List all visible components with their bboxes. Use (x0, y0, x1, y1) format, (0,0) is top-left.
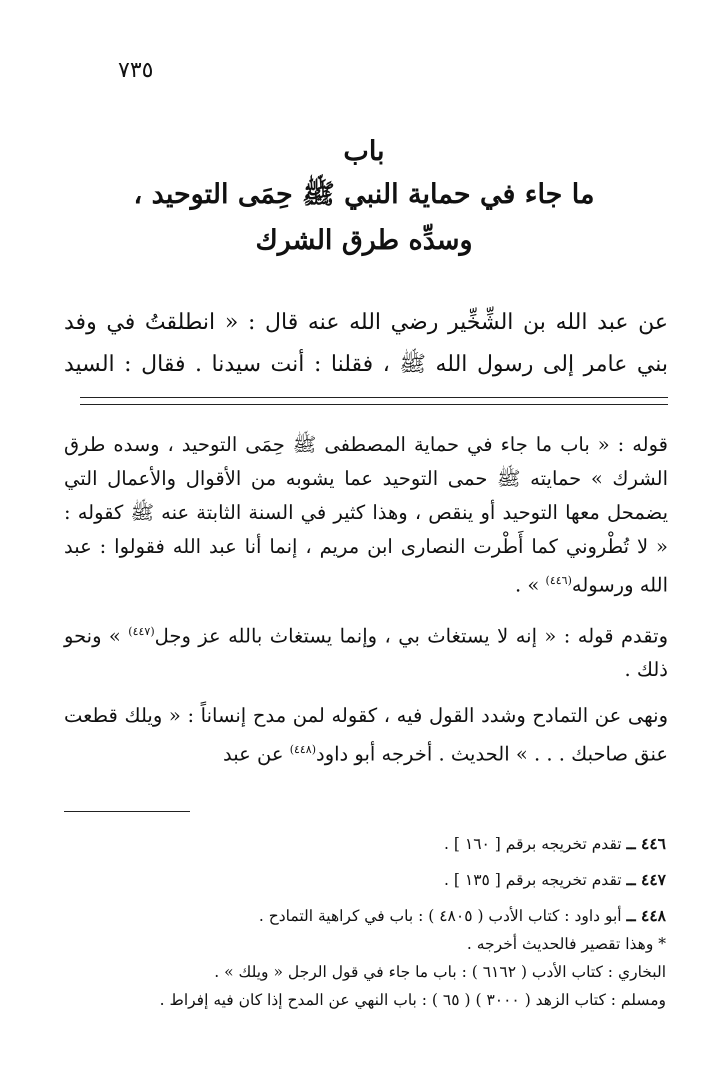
chapter-label: باب (343, 136, 385, 167)
commentary-paragraph-3-text: ونهى عن التمادح وشدد القول فيه ، كقوله لمن مدح إنساناً : « ويلك قطعت عنق صاحبك . . . » الحديث . أخرجه أبو داود (64, 704, 668, 766)
footnote-text: تقدم تخريجه برقم [ ١٦٠ ] . (444, 835, 627, 853)
commentary-paragraph-1 (64, 428, 668, 603)
commentary-paragraph-1-end: » . (515, 573, 546, 597)
chapter-heading (60, 132, 668, 264)
main-text (64, 302, 668, 386)
footnotes (64, 830, 666, 1014)
commentary-paragraph-2 (64, 615, 668, 688)
page-number: ٧٣٥ (118, 58, 154, 83)
footnote-ref-448: (٤٤٨) (289, 743, 317, 756)
footnote-448-muslim: ومسلم : كتاب الزهد ( ٣٠٠٠ ) ( ٦٥ ) : باب النهي عن المدح إذا كان فيه إفراط . (159, 991, 666, 1009)
footnote-448-note: * وهذا تقصير فالحديث أخرجه . (466, 935, 666, 953)
double-rule-separator (80, 397, 668, 405)
commentary-paragraph-2-text: وتقدم قوله : « إنه لا يستغاث بي ، وإنما يستغاث بالله عز وجل (154, 624, 668, 647)
main-text-line-1: عن عبد الله بن الشِّخِّير رضي الله عنه قال : « انطلقتُ في وفد (64, 310, 668, 335)
footnote-rule (64, 811, 190, 812)
chapter-title-line-1: ما جاء في حماية النبي ﷺ حِمَى التوحيد ، (133, 179, 595, 210)
commentary (64, 428, 668, 784)
chapter-title-line-2: وسدِّه طرق الشرك (255, 225, 473, 256)
footnote-number: ٤٤٧ ــ (626, 870, 666, 889)
footnote-ref-447: (٤٤٧) (128, 624, 155, 638)
footnote-ref-446: (٤٤٦) (545, 574, 572, 587)
footnote-446 (64, 830, 666, 858)
footnote-447 (64, 866, 666, 894)
footnote-text: تقدم تخريجه برقم [ ١٣٥ ] . (444, 871, 627, 889)
footnote-text: أبو داود : كتاب الأدب ( ٤٨٠٥ ) : باب في كراهية التمادح . (258, 907, 627, 925)
commentary-paragraph-2-end: » ونحو ذلك . (64, 624, 668, 681)
commentary-paragraph-3-end: عن عبد (223, 742, 290, 766)
commentary-paragraph-3 (64, 699, 668, 772)
footnote-448-bukhari: البخاري : كتاب الأدب ( ٦١٦٢ ) : باب ما جاء في قول الرجل « ويلك » . (214, 963, 666, 981)
footnote-448 (64, 902, 666, 930)
commentary-paragraph-1-text: قوله : « باب ما جاء في حماية المصطفى ﷺ حِمَى التوحيد ، وسده طرق الشرك » حمايته ﷺ حمى التوحيد عما يشوبه من الأقوال والأعمال التي يضمحل معها التوحيد أو ينقص ، وهذا كثير في السنة الثابتة عنه ﷺ كقوله : « لا تُطْروني كما أَطْرت النصارى ابن مريم ، إنما أنا عبد الله فقولوا : عبد الله ورسوله (64, 433, 668, 597)
main-text-line-2: بني عامر إلى رسول الله ﷺ ، فقلنا : أنت سيدنا . فقال : السيد (64, 352, 668, 377)
footnote-number: ٤٤٨ ــ (626, 906, 666, 925)
footnote-number: ٤٤٦ ــ (626, 834, 666, 853)
